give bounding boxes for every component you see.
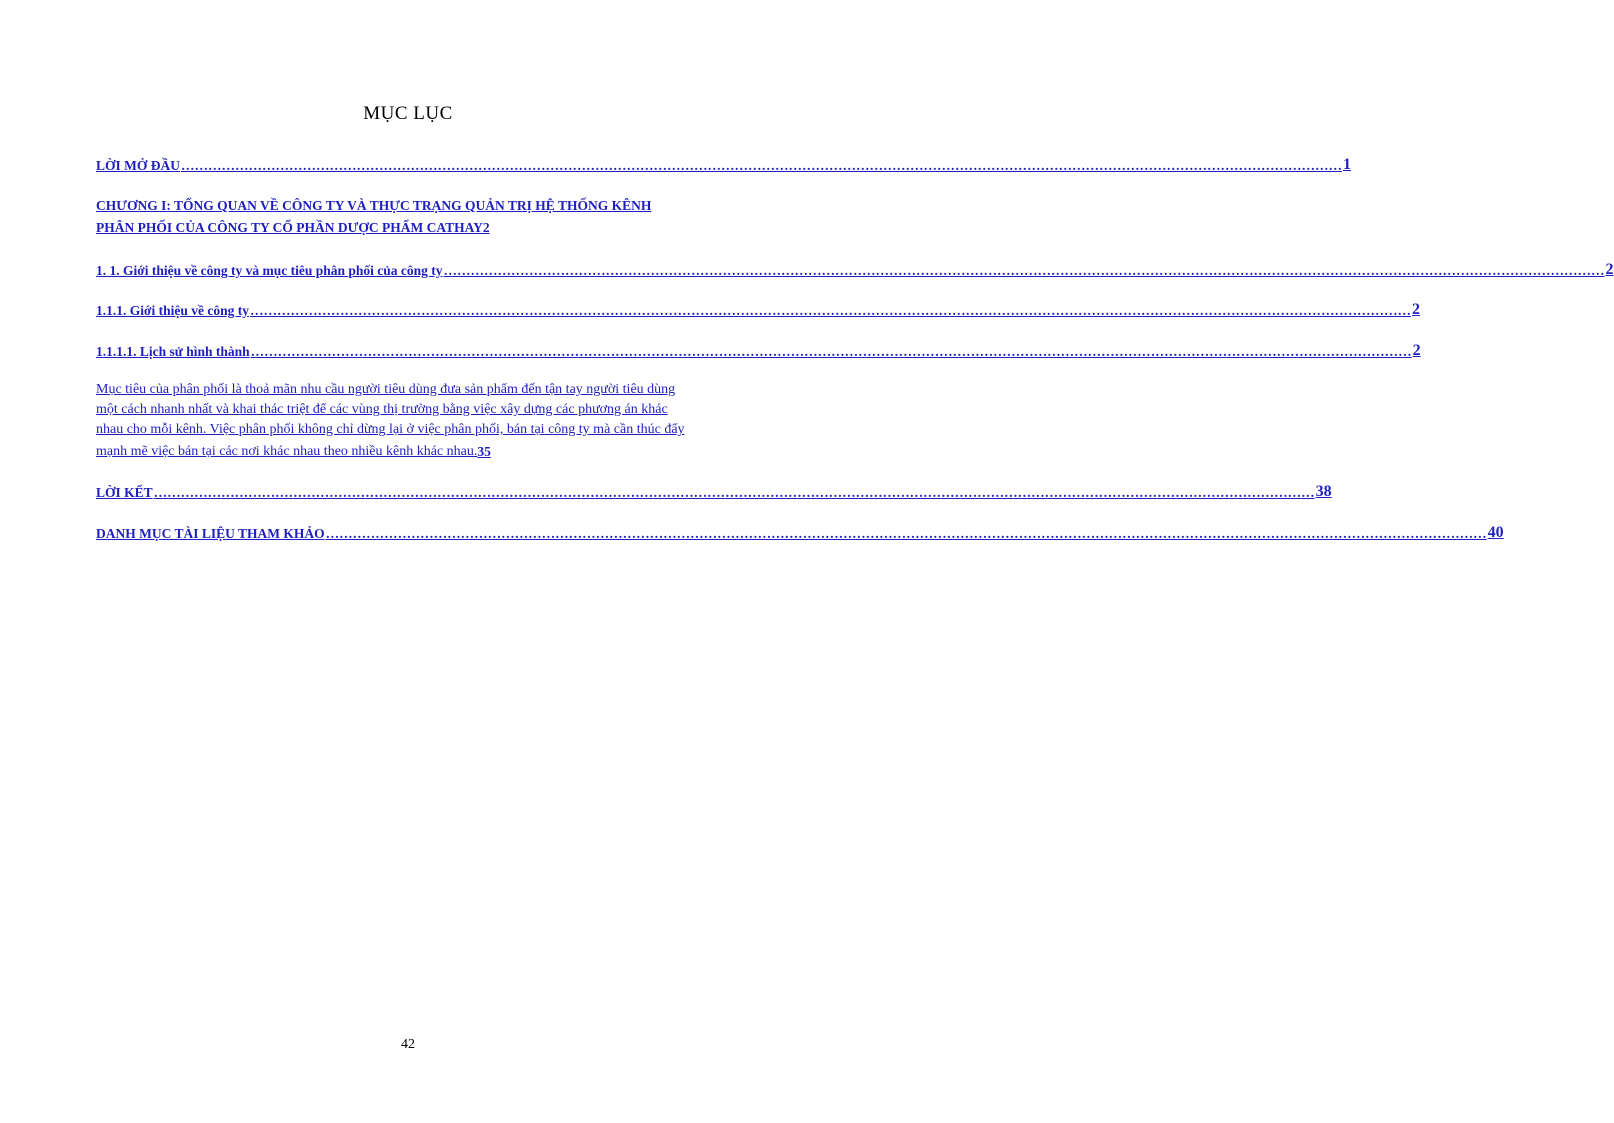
toc-title: MỤC LỤC bbox=[363, 103, 453, 124]
toc-entry-page: 35 bbox=[477, 444, 491, 459]
toc-entry-1-1-1-1[interactable] bbox=[96, 342, 1421, 360]
page-number: 42 bbox=[401, 1037, 415, 1052]
toc-entry-page: 38 bbox=[1315, 483, 1332, 500]
toc-entry-1-1-1[interactable] bbox=[96, 301, 1420, 319]
toc-entry-page: 1 bbox=[1343, 156, 1351, 173]
toc-entry-distribution-goal[interactable] bbox=[96, 380, 720, 462]
toc-entry-label: LỜI MỞ ĐẦU bbox=[96, 158, 180, 173]
dot-leader bbox=[250, 303, 1411, 319]
toc-entry-line: Mục tiêu của phân phối là thoả mãn nhu cầu người tiêu dùng đưa sản phẩm đến tận tay người tiêu dùng bbox=[96, 382, 676, 397]
dot-leader bbox=[444, 263, 1605, 279]
toc-entry-label: 1.1.1. Giới thiệu về công ty bbox=[96, 303, 249, 318]
toc-entry-line: nhau cho mỗi kênh. Việc phân phối không chỉ dừng lại ở việc phân phối, bán tại công ty mà cần thúc đẩy bbox=[96, 422, 685, 437]
toc-entry-line: một cách nhanh nhất và khai thác triệt để các vùng thị trường bằng việc xây dựng các phương án khác bbox=[96, 402, 668, 417]
toc-entry-references[interactable] bbox=[96, 524, 1504, 542]
toc-entry-label: LỜI KẾT bbox=[96, 485, 153, 500]
toc-entry-label: DANH MỤC TÀI LIỆU THAM KHẢO bbox=[96, 526, 325, 541]
toc-entry-page: 2 bbox=[1411, 301, 1420, 318]
toc-entry-label: 1. 1. Giới thiệu về công ty và mục tiêu phân phối của công ty bbox=[96, 263, 443, 278]
toc-entry-line: CHƯƠNG I: TỔNG QUAN VỀ CÔNG TY VÀ THỰC TRẠNG QUẢN TRỊ HỆ THỐNG KÊNH bbox=[96, 198, 652, 213]
dot-leader bbox=[326, 526, 1487, 542]
toc-entry-1-1[interactable] bbox=[96, 261, 1614, 279]
toc-entry-label: 1.1.1.1. Lịch sử hình thành bbox=[96, 344, 250, 359]
toc-entry-page: 40 bbox=[1487, 524, 1504, 541]
toc-entry-line: mạnh mẽ việc bán tại các nơi khác nhau theo nhiều kênh khác nhau. bbox=[96, 444, 478, 459]
dot-leader bbox=[251, 344, 1412, 360]
toc-entry-introduction[interactable] bbox=[96, 156, 1351, 174]
dot-leader bbox=[181, 158, 1342, 174]
toc-entry-page: 2 bbox=[1605, 261, 1614, 278]
toc-entry-conclusion[interactable] bbox=[96, 483, 1332, 501]
toc-entry-line: PHÂN PHỐI CỦA CÔNG TY CỔ PHẦN DƯỢC PHẨM CATHAY bbox=[96, 220, 483, 235]
toc-entry-page: 2 bbox=[1412, 342, 1421, 359]
toc-entry-chapter-1[interactable] bbox=[96, 198, 720, 236]
toc-entry-page: 2 bbox=[482, 220, 490, 235]
dot-leader bbox=[154, 485, 1315, 501]
